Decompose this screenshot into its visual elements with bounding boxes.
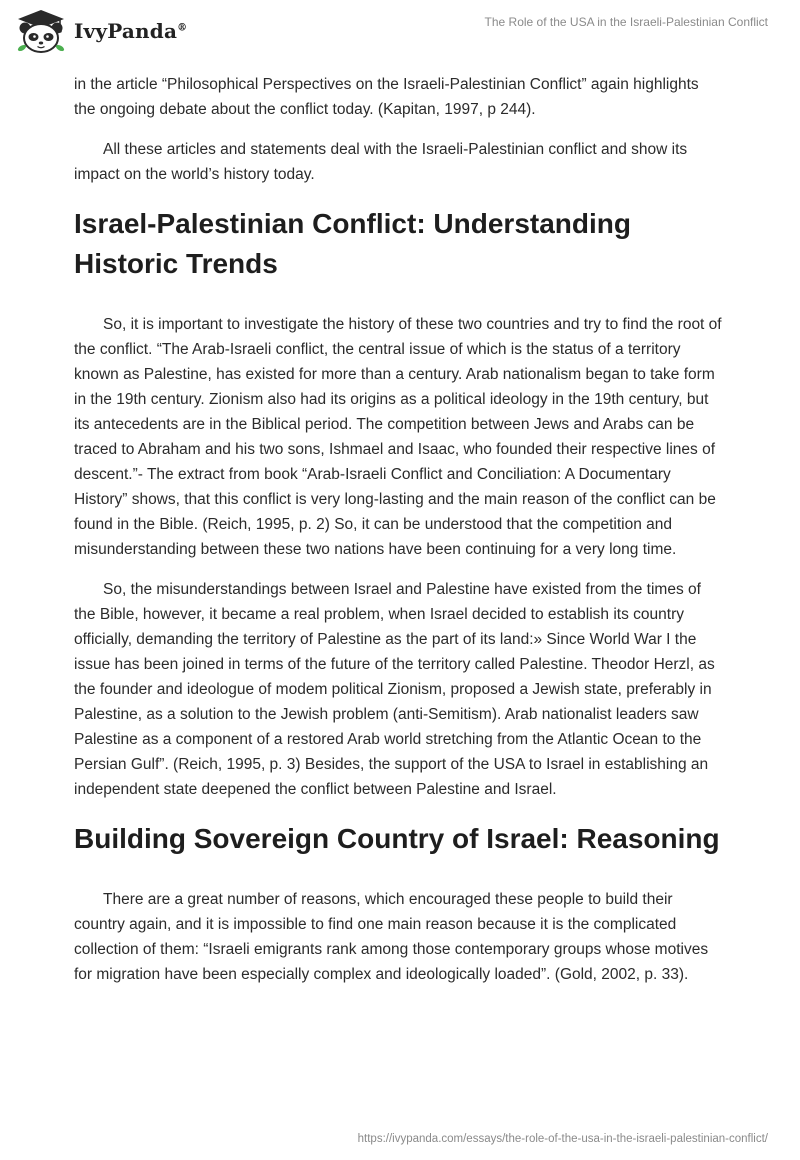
paragraph-continuation: in the article “Philosophical Perspectives on the Israeli-Palestinian Conflict” again highlights the ongoing debate about the conflict today. (Kapitan, 1997, p 244).: [74, 76, 699, 118]
source-url[interactable]: https://ivypanda.com/essays/the-role-of-the-usa-in-the-israeli-palestinian-conflict/: [357, 1133, 768, 1145]
brand-logo[interactable]: [14, 8, 187, 54]
document-title: The Role of the USA in the Israeli-Palestinian Conflict: [484, 15, 768, 29]
page-header: [0, 0, 800, 70]
brand-name: IvyPanda®: [74, 19, 188, 43]
panda-graduate-icon: [14, 8, 68, 54]
section-heading-sovereign-country: Building Sovereign Country of Israel: Reasoning: [74, 823, 720, 854]
paragraph-history-root: So, it is important to investigate the history of these two countries and try to find the root of the conflict. “The Arab-Israeli conflict, the central issue of which is the status of a territory known as Palestine, has existed for more than a century. Arab nationalism began to take form in the 19th century. Zionism also had its origins as a political ideology in the 19th century, but its antecedents are in the Biblical period. The competition between Jews and Arabs can be traced to Abraham and his two sons, Ishmael and Isaac, who founded their respective lines of descent.”- The extract from book “Arab-Israeli Conflict and Conciliation: A Documentary History” shows, that this conflict is very long-lasting and the main reason of the conflict can be found in the Bible. (Reich, 1995, p. 2) So, it can be understood that the competition and misunderstanding between these two nations have been continuing for a very long time.: [74, 316, 722, 558]
paragraph-articles-statements: All these articles and statements deal with the Israeli-Palestinian conflict and show its impact on the world’s history today.: [74, 141, 688, 183]
paragraph-misunderstandings: So, the misunderstandings between Israel and Palestine have existed from the times of the Bible, however, it became a real problem, when Israel decided to establish its country officially, demanding the territory of Palestine as the part of its land:» Since World War I the issue has been joined in terms of the future of the territory called Palestine. Theodor Herzl, as the founder and ideologue of modem political Zionism, proposed a Jewish state, preferably in Palestine, as a solution to the Jewish problem (anti-Semitism). Arab nationalist leaders saw Palestine as a component of a restored Arab world stretching from the Atlantic Ocean to the Persian Gulf”. (Reich, 1995, p. 3) Besides, the support of the USA to Israel in establishing an independent state deepened the conflict between Palestine and Israel.: [74, 581, 715, 798]
section-heading-historic-trends: Israel-Palestinian Conflict: Understanding Historic Trends: [74, 208, 631, 279]
paragraph-reasons: There are a great number of reasons, which encouraged these people to build their country again, and it is impossible to find one main reason because it is the complicated collection of them: “Israeli emigrants rank among those contemporary groups whose motives for migration have been especially complex and ideologically loaded”. (Gold, 2002, p. 33).: [74, 891, 709, 983]
essay-content: [74, 72, 724, 1002]
